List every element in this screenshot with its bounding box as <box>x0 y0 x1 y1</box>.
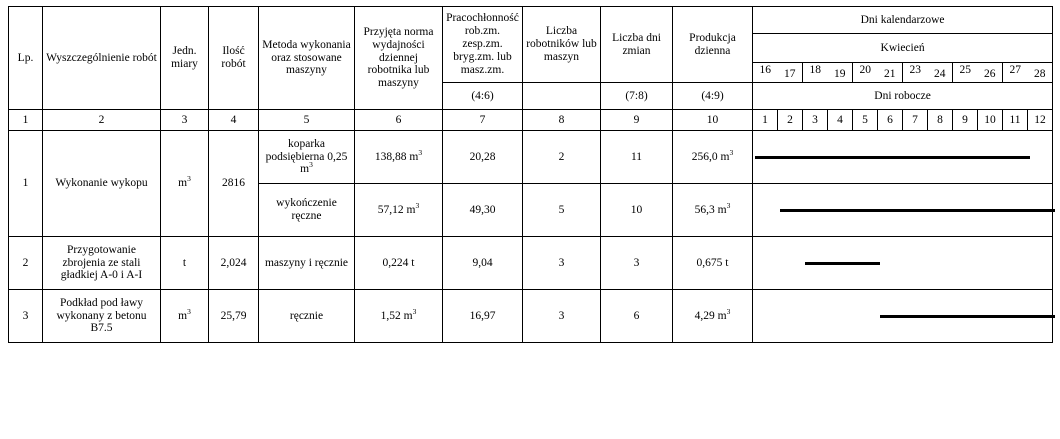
row-labour: 9,04 <box>443 237 523 290</box>
workday-5: 5 <box>853 110 878 131</box>
gantt-bar-task-1b <box>780 209 1055 212</box>
gantt-track <box>755 291 1050 341</box>
workday-4: 4 <box>828 110 853 131</box>
cal-day-28: 28 <box>1028 63 1053 83</box>
row-unit: $m^3$ <box>161 131 209 237</box>
header-daily-formula: (4:9) <box>673 83 753 110</box>
row-labour: 16,97 <box>443 290 523 343</box>
row-shifts: 6 <box>601 290 673 343</box>
cal-day-21: 21 <box>878 63 903 83</box>
row-works: Przygotowanie zbrojenia ze stali gładkiej A-0 i A-I <box>43 237 161 290</box>
row-lp: 1 <box>9 131 43 237</box>
table-row <box>9 290 1053 343</box>
gantt-cell <box>753 237 1053 290</box>
colnum-4: 4 <box>209 110 259 131</box>
header-workdays: Dni robocze <box>753 83 1053 110</box>
colnum-8: 8 <box>523 110 601 131</box>
row-workers: 5 <box>523 184 601 237</box>
header-norm: Przyjęta norma wydajności dziennej robotnika lub maszyny <box>355 7 443 110</box>
row-method: ręcznie <box>259 290 355 343</box>
cal-day-16: 16 <box>753 63 778 83</box>
header-works: Wyszczególnienie robót <box>43 7 161 110</box>
row-lp: 3 <box>9 290 43 343</box>
table-row <box>9 131 1053 184</box>
header-shifts: Liczba dni zmian <box>601 7 673 83</box>
gantt-cell <box>753 131 1053 184</box>
row-daily: 256,0 $m^3$ <box>673 131 753 184</box>
cal-day-18: 18 <box>803 63 828 83</box>
row-labour: 49,30 <box>443 184 523 237</box>
gantt-cell <box>753 290 1053 343</box>
header-workers-blank <box>523 83 601 110</box>
header-row-main <box>9 7 1053 34</box>
row-norm: 0,224 t <box>355 237 443 290</box>
workday-10: 10 <box>978 110 1003 131</box>
row-works: Wykonanie wykopu <box>43 131 161 237</box>
workday-3: 3 <box>803 110 828 131</box>
colnum-3: 3 <box>161 110 209 131</box>
row-qty: 2816 <box>209 131 259 237</box>
workday-1: 1 <box>753 110 778 131</box>
cal-day-26: 26 <box>978 63 1003 83</box>
row-daily: 56,3 $m^3$ <box>673 184 753 237</box>
gantt-cell <box>753 184 1053 237</box>
workday-7: 7 <box>903 110 928 131</box>
cal-day-17: 17 <box>778 63 803 83</box>
row-shifts: 3 <box>601 237 673 290</box>
workday-2: 2 <box>778 110 803 131</box>
gantt-track <box>755 132 1050 182</box>
header-unit: Jedn. miary <box>161 7 209 110</box>
header-labour: Pracochłonność rob.zm. zesp.zm. bryg.zm. lub masz.zm. <box>443 7 523 83</box>
header-lp: Lp. <box>9 7 43 110</box>
row-lp: 2 <box>9 237 43 290</box>
gantt-bar-task-1a <box>755 156 1030 159</box>
workday-6: 6 <box>878 110 903 131</box>
header-workers: Liczba robotników lub maszyn <box>523 7 601 83</box>
header-month: Kwiecień <box>753 34 1053 63</box>
row-unit: $m^3$ <box>161 290 209 343</box>
row-shifts: 11 <box>601 131 673 184</box>
row-norm: 57,12 $m^3$ <box>355 184 443 237</box>
gantt-track <box>755 238 1050 288</box>
row-method: maszyny i ręcznie <box>259 237 355 290</box>
row-shifts: 10 <box>601 184 673 237</box>
colnum-10: 10 <box>673 110 753 131</box>
workday-11: 11 <box>1003 110 1028 131</box>
cal-day-25: 25 <box>953 63 978 83</box>
colnum-1: 1 <box>9 110 43 131</box>
colnum-5: 5 <box>259 110 355 131</box>
header-shifts-formula: (7:8) <box>601 83 673 110</box>
row-daily: 0,675 t <box>673 237 753 290</box>
header-calendar: Dni kalendarzowe <box>753 7 1053 34</box>
header-method: Metoda wykonania oraz stosowane maszyny <box>259 7 355 110</box>
row-qty: 25,79 <box>209 290 259 343</box>
row-norm: 138,88 $m^3$ <box>355 131 443 184</box>
row-qty: 2,024 <box>209 237 259 290</box>
table-row <box>9 237 1053 290</box>
row-unit: t <box>161 237 209 290</box>
header-labour-formula: (4:6) <box>443 83 523 110</box>
row-method: koparka podsiębierna 0,25 $m^3$ <box>259 131 355 184</box>
cal-day-27: 27 <box>1003 63 1028 83</box>
cal-day-19: 19 <box>828 63 853 83</box>
column-number-row <box>9 110 1053 131</box>
workday-9: 9 <box>953 110 978 131</box>
row-workers: 2 <box>523 131 601 184</box>
row-works: Podkład pod ławy wykonany z betonu B7.5 <box>43 290 161 343</box>
cal-day-24: 24 <box>928 63 953 83</box>
workday-12: 12 <box>1028 110 1053 131</box>
colnum-7: 7 <box>443 110 523 131</box>
row-labour: 20,28 <box>443 131 523 184</box>
header-qty: Ilość robót <box>209 7 259 110</box>
cal-day-23: 23 <box>903 63 928 83</box>
row-norm: 1,52 $m^3$ <box>355 290 443 343</box>
construction-schedule-table <box>8 6 1053 343</box>
colnum-6: 6 <box>355 110 443 131</box>
row-workers: 3 <box>523 290 601 343</box>
cal-day-20: 20 <box>853 63 878 83</box>
colnum-9: 9 <box>601 110 673 131</box>
gantt-bar-task-2 <box>805 262 880 265</box>
colnum-2: 2 <box>43 110 161 131</box>
header-daily: Produkcja dzienna <box>673 7 753 83</box>
gantt-track <box>755 185 1050 235</box>
gantt-bar-task-3 <box>880 315 1055 318</box>
row-workers: 3 <box>523 237 601 290</box>
workday-8: 8 <box>928 110 953 131</box>
row-daily: 4,29 $m^3$ <box>673 290 753 343</box>
row-method: wykończenie ręczne <box>259 184 355 237</box>
